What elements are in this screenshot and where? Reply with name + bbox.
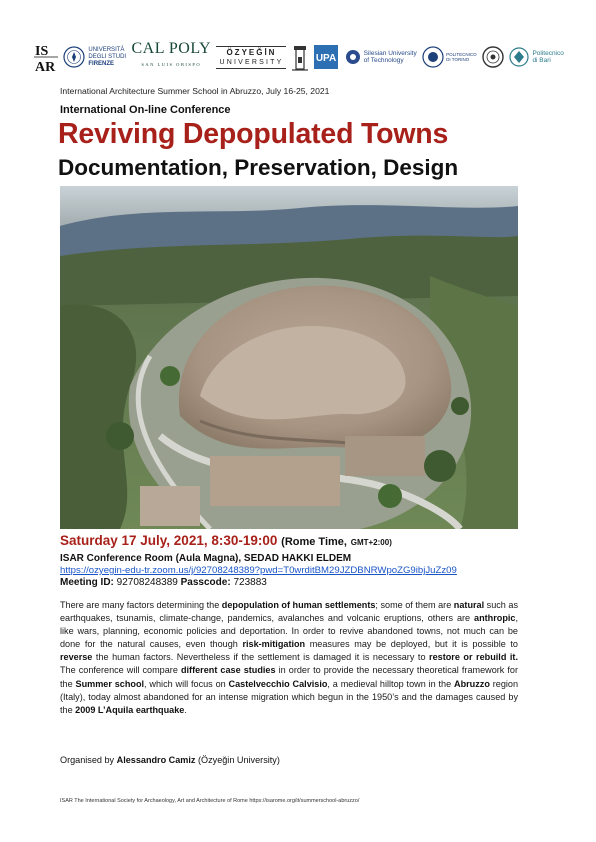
zoom-link[interactable]: https://ozyegin-edu-tr.zoom.us/j/92708248389?pwd=T0wrditBM29JZDBNRWpoZG9ibjJuZz09	[60, 565, 457, 576]
torino-seal-icon	[422, 46, 444, 68]
seal-logo	[482, 46, 504, 68]
silesian-logo	[345, 49, 417, 65]
body-text: , like wars, planning, economic policies and deportation. In order to revive abandoned towns, not much can be done for the natural causes, even though	[60, 613, 518, 650]
ozyegin-logo	[216, 46, 286, 69]
silesian-logo-icon	[345, 49, 361, 65]
event-gmt: GMT+2:00)	[350, 538, 392, 547]
event-datetime	[60, 533, 392, 548]
description-paragraph	[60, 599, 518, 717]
body-text: , which will focus on	[144, 678, 229, 689]
isar-logo-icon	[34, 41, 58, 73]
organiser-name: Alessandro Camiz	[116, 755, 196, 765]
florence-logo	[63, 46, 126, 68]
organiser-affiliation: (Özyeğin University)	[195, 755, 280, 765]
upa-logo	[313, 44, 339, 70]
body-emphasis: Summer school	[75, 678, 145, 689]
calpoly-text: CAL POLY	[131, 40, 212, 57]
florence-line-3: FIRENZE	[88, 60, 115, 67]
organiser-prefix: Organised by	[60, 755, 117, 765]
body-text: ; some of them are	[375, 600, 454, 610]
florence-line-1: UNIVERSITÀ	[88, 46, 125, 53]
torino-logo	[422, 46, 477, 68]
event-time-zone: (Rome Time,	[281, 536, 347, 548]
body-emphasis: anthropic	[474, 613, 516, 624]
body-emphasis: restore or rebuild it.	[429, 652, 518, 663]
organiser-line	[60, 755, 280, 765]
body-emphasis: depopulation of human settlements	[221, 600, 376, 610]
torino-line-1: POLITECNICO	[446, 51, 477, 57]
upa-logo-icon	[313, 44, 339, 70]
tower-logo	[292, 43, 308, 71]
aerial-town-photo	[60, 186, 518, 529]
seal-icon	[482, 46, 504, 68]
page-title: Reviving Depopulated Towns	[58, 118, 449, 150]
body-emphasis: natural	[453, 600, 485, 610]
torino-line-2: DI TORINO	[446, 57, 470, 62]
event-date: Saturday 17 July, 2021, 8:30-19:00	[60, 533, 278, 548]
bari-line-2: di Bari	[532, 57, 551, 64]
event-room: ISAR Conference Room (Aula Magna), SEDAD HAKKI ELDEM	[60, 553, 352, 564]
page-subtitle: Documentation, Preservation, Design	[58, 155, 459, 180]
ozyegin-subtext: UNIVERSITY	[219, 58, 284, 66]
calpoly-subtext: SAN LUIS OBISPO	[141, 62, 202, 67]
calpoly-logo	[131, 41, 211, 73]
ozyegin-text: ÖZYEĞİN	[226, 47, 277, 57]
footer-text: ISAR The International Society for Archaeology, Art and Architecture of Rome https://isarome.org/it/summerschool-abruzzo/	[60, 798, 360, 804]
body-emphasis: different case studies	[180, 665, 276, 676]
silesian-line-1: Silesian University	[363, 50, 417, 57]
body-emphasis: Castelvecchio Calvisio	[228, 678, 328, 689]
summer-school-line: International Architecture Summer School in Abruzzo, July 16-25, 2021	[60, 86, 330, 96]
meeting-details	[60, 577, 267, 588]
tower-icon	[292, 43, 308, 71]
body-emphasis: reverse	[60, 652, 93, 663]
body-text: measures may be deployed, but it is possible to	[305, 639, 518, 650]
bari-logo	[509, 47, 563, 67]
logo-strip	[34, 40, 564, 74]
body-emphasis: risk-mitigation	[242, 639, 306, 650]
aerial-town-illustration	[60, 186, 518, 529]
passcode-label: Passcode:	[180, 577, 231, 588]
body-text: region (Italy), today almost abandoned for an intense migration which begun in the 1950’s and the damages caused by the	[60, 678, 519, 715]
bari-line-1: Politecnico	[532, 50, 564, 57]
body-text: , a medieval hilltop town in the	[327, 678, 455, 689]
svg-text:IS: IS	[35, 44, 49, 59]
meeting-id-label: Meeting ID:	[60, 577, 114, 588]
body-text: There are many factors determining the	[60, 600, 222, 610]
conference-kicker: International On-line Conference	[60, 104, 231, 116]
body-text: The conference will compare	[60, 665, 181, 676]
body-text: the human factors. Nevertheless if the settlement is damaged it is necessary to	[92, 652, 430, 663]
svg-text:AR: AR	[35, 60, 56, 73]
upa-text: UPA	[316, 53, 337, 64]
body-text: .	[184, 704, 187, 715]
body-text: in order to provide the necessary theoretical framework for the	[60, 665, 519, 689]
silesian-line-2: of Technology	[363, 57, 404, 64]
isar-logo	[34, 41, 58, 73]
body-emphasis: 2009 L’Aquila earthquake	[75, 704, 185, 715]
florence-line-2: DEGLI STUDI	[88, 53, 127, 60]
body-text: such as earthquakes, tsunamis, climate-change, pandemics, avalanches and volcanic eruptions, others are	[60, 600, 519, 624]
florence-seal-icon	[63, 46, 85, 68]
bari-logo-icon	[509, 47, 529, 67]
meeting-id: 92708248389	[116, 577, 178, 588]
passcode: 723883	[233, 577, 267, 588]
body-emphasis: Abruzzo	[454, 678, 490, 689]
